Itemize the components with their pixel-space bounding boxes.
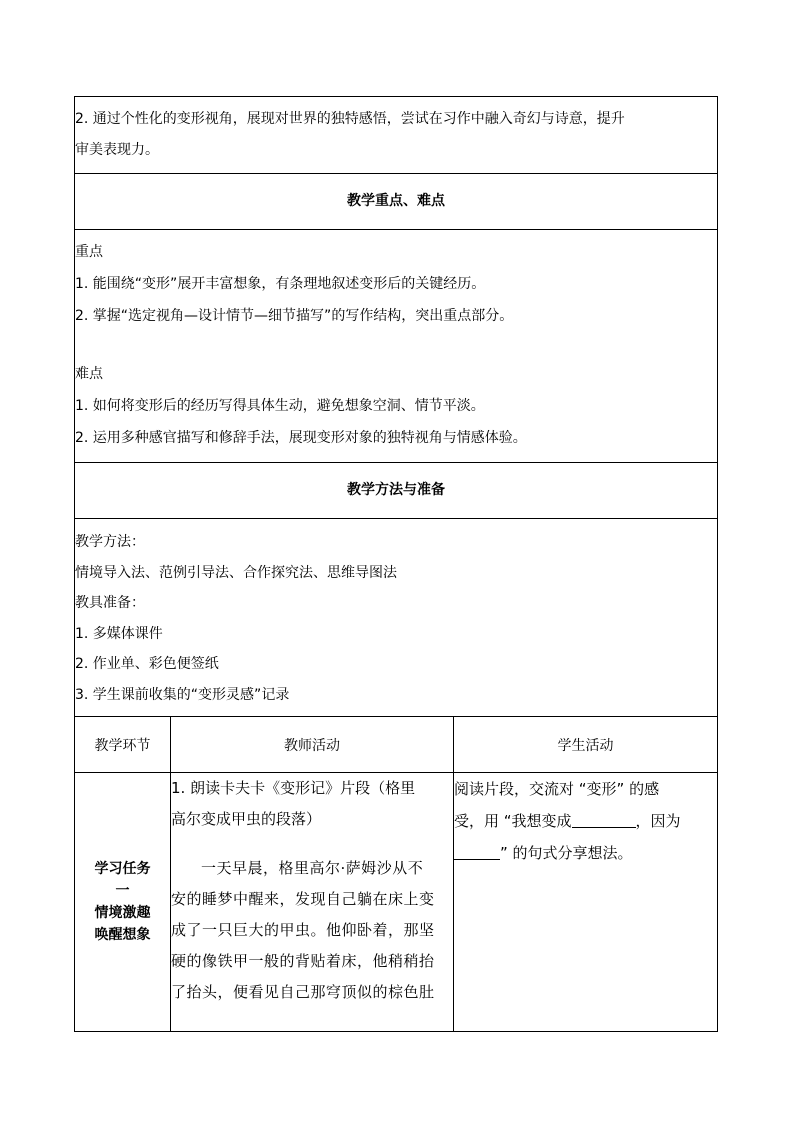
- student-column-header: 学生活动: [454, 717, 718, 773]
- task1-row: [75, 773, 718, 1032]
- task1-stage-line-2: 一: [115, 883, 130, 899]
- focus-item-1: 1. 能围绕“变形”展开丰富想象，有条理地叙述变形后的关键经历。: [75, 276, 486, 292]
- lesson-plan-table: [74, 96, 718, 1032]
- difficulty-item-2: 2. 运用多种感官描写和修辞手法，展现变形对象的独特视角与情感体验。: [75, 430, 527, 446]
- difficulty-label: 难点: [75, 366, 103, 382]
- goal-text-line-1: 2. 通过个性化的变形视角，展现对世界的独特感悟，尝试在习作中融入奇幻与诗意，提升: [75, 111, 625, 127]
- focus-label: 重点: [75, 244, 103, 260]
- student-activity-text-c: ” 的句式分享想法。: [500, 844, 633, 862]
- stage-column-header: 教学环节: [75, 717, 171, 773]
- student-activity-line-1: 阅读片段，交流对 “变形” 的感: [454, 780, 660, 798]
- task1-stage-cell: [75, 773, 171, 1032]
- excerpt-line-2: 安的睡梦中醒来，发现自己躺在床上变: [171, 890, 435, 908]
- teacher-activity-line-1: 1. 朗读卡夫卡《变形记》片段（格里: [171, 779, 416, 797]
- student-activity-line-2: [454, 805, 717, 837]
- prep-item-3: 3. 学生课前收集的“变形灵感”记录: [75, 686, 290, 703]
- student-activity-text-b: ，因为: [635, 812, 681, 830]
- task1-teacher-cell: [171, 773, 454, 1032]
- excerpt-line-5: 了抬头，便看见自己那穹顶似的棕色肚: [171, 983, 435, 1001]
- focus-item-2: 2. 掌握“选定视角—设计情节—细节描写”的写作结构，突出重点部分。: [75, 308, 514, 324]
- excerpt-line-1: 一天早晨，格里高尔·萨姆沙从不: [201, 859, 424, 877]
- methods-title: 教学方法与准备: [75, 463, 718, 519]
- key-points-row: [75, 230, 718, 463]
- methods-title-row: [75, 463, 718, 519]
- methods-cell: [75, 519, 718, 717]
- goal-text-line-2: 审美表现力。: [75, 142, 159, 158]
- section-spacer: [75, 332, 717, 358]
- fill-blank-2: [454, 843, 500, 860]
- methods-row: [75, 519, 718, 717]
- task1-stage-line-3: 情境激趣: [94, 905, 151, 921]
- excerpt-line-4: 硬的像铁甲一般的背贴着床，他稍稍抬: [171, 952, 435, 970]
- student-activity-text-a: 受，用 “我想变成: [454, 812, 572, 830]
- method-label: 教学方法：: [75, 534, 145, 550]
- task1-stage-line-1: 学习任务: [94, 861, 151, 877]
- prep-item-2: 2. 作业单、彩色便签纸: [75, 656, 219, 672]
- difficulty-item-1: 1. 如何将变形后的经历写得具体生动，避免想象空洞、情节平淡。: [75, 398, 485, 414]
- task1-stage-line-4: 唤醒想象: [94, 927, 151, 943]
- task1-student-cell: [454, 773, 718, 1032]
- goal-cell: [75, 97, 718, 174]
- teacher-column-header: 教师活动: [171, 717, 454, 773]
- fill-blank-1: [572, 811, 636, 828]
- key-points-cell: [75, 230, 718, 463]
- prep-label: 教具准备：: [75, 595, 145, 611]
- column-header-row: [75, 717, 718, 773]
- prep-item-1: 1. 多媒体课件: [75, 625, 163, 642]
- kafka-excerpt: [171, 853, 453, 1008]
- goal-row: [75, 97, 718, 174]
- method-text: 情境导入法、范例引导法、合作探究法、思维导图法: [75, 564, 397, 581]
- student-activity-line-3: [454, 837, 717, 869]
- teacher-activity-line-2: 高尔变成甲虫的段落）: [171, 810, 322, 828]
- key-points-title-row: [75, 174, 718, 230]
- key-points-title: 教学重点、难点: [75, 174, 718, 230]
- excerpt-line-3: 成了一只巨大的甲虫。他仰卧着，那坚: [171, 921, 435, 939]
